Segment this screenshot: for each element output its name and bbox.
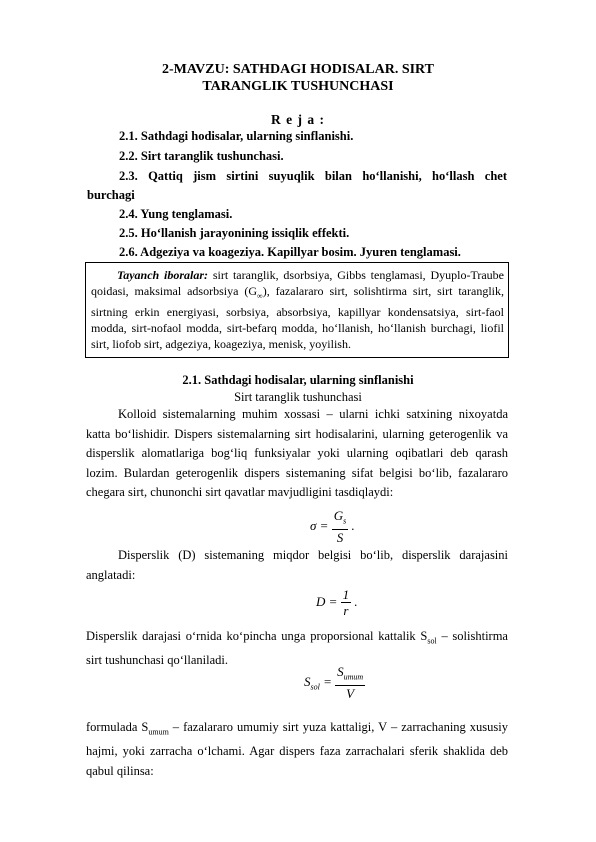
plan-item-3-cont: burchagi	[87, 188, 135, 202]
plan-heading: R e j a :	[271, 112, 325, 127]
paragraph-2-text: Disperslik (D) sistemaning miqdor belgisi bo‘lib, disperslik darajasini anglatadi:	[86, 548, 508, 582]
section-heading: 2.1. Sathdagi hodisalar, ularning sinflanishi	[182, 373, 414, 387]
plan-item-3	[87, 169, 507, 203]
title-line-1: 2-MAVZU: SATHDAGI HODISALAR. SIRT	[161, 62, 435, 77]
formula-specific-num: S	[337, 664, 344, 679]
paragraph-3	[86, 627, 508, 671]
formula-specific-den: V	[346, 685, 355, 701]
plan-item-3-word: Qattiq	[148, 169, 183, 183]
keywords-text: sirt taranglik, dsorbsiya, Gibbs tenglamasi, Dyuplo-Traube qoidasi, maksimal adsorbsiya (G	[91, 268, 504, 298]
paragraph-4	[86, 718, 508, 781]
formula-sigma	[310, 509, 355, 545]
formula-specific-eq: =	[319, 673, 332, 689]
keywords-box	[85, 262, 509, 358]
formula-specific-lhs: S	[304, 673, 311, 689]
title-line-2: TARANGLIK TUSHUNCHASI	[202, 79, 394, 94]
plan-item-3-word: ho‘llash	[432, 169, 475, 183]
formula-specific-fraction	[335, 665, 365, 701]
paragraph-4-sub: umum	[148, 727, 169, 737]
formula-sigma-den: S	[336, 529, 344, 545]
plan-item-2: 2.2. Sirt taranglik tushunchasi.	[119, 149, 284, 163]
plan-item-3-word: suyuqlik	[268, 169, 315, 183]
plan-item-3-word: 2.3.	[119, 169, 138, 183]
plan-item-1: 2.1. Sathdagi hodisalar, ularning sinflanishi.	[119, 129, 354, 143]
formula-sigma-fraction	[332, 509, 349, 545]
paragraph-3-text-a: Disperslik darajasi o‘rnida ko‘pincha unga proporsional kattalik S	[86, 629, 428, 643]
plan-item-3-line	[87, 169, 507, 184]
formula-specific-surface	[304, 665, 365, 701]
formula-sigma-tail: .	[351, 517, 355, 533]
plan-item-3-word: bilan	[324, 169, 352, 183]
section-subheading: Sirt taranglik tushunchasi	[234, 390, 362, 404]
formula-dispersity	[316, 588, 358, 618]
formula-sigma-num-sub: s	[343, 516, 347, 526]
keywords-label: Tayanch iboralar:	[117, 268, 209, 282]
paragraph-2	[86, 546, 508, 585]
formula-dispersity-num: 1	[342, 587, 350, 602]
paragraph-1-text: Kolloid sistemalarning muhim xossasi – ularni ichki satxining nixoyatda katta bo‘lishidir. Dispers sistemalarning sirt hodisalarini, ularning geterogenlik va disperslik alomatlariga bog‘liq funksiyalar yoki ularning oqibatlari deb qarash lozim. Bulardan geterogenlik dispers sistemaning sifat belgisi bo‘lib, fazalararo chegara sirt, chunonchi sirt qavatlar mavjudligini tasdiqlaydi:	[86, 407, 508, 500]
formula-sigma-lhs: σ =	[310, 517, 329, 533]
formula-dispersity-fraction	[341, 588, 352, 618]
formula-dispersity-tail: .	[354, 593, 358, 609]
paragraph-3-text-b: – solishtirma sirt tushunchasi qo‘llaniladi.	[86, 629, 508, 668]
plan-item-6: 2.6. Adgeziya va koageziya. Kapillyar bosim. Jyuren tenglamasi.	[119, 245, 461, 259]
paragraph-1	[86, 405, 508, 503]
plan-item-3-word: sirtini	[226, 169, 259, 183]
paragraph-3-sub: sol	[427, 636, 437, 646]
keywords-sub: ∞	[257, 291, 263, 301]
plan-item-3-word: jism	[193, 169, 217, 183]
plan-item-3-word: ho‘llanishi,	[362, 169, 422, 183]
formula-specific-num-sub: umum	[343, 672, 364, 682]
keywords-text-2: ), fazalararo sirt, solishtirma sirt, sirt taranglik, sirtning erkin energiyasi, sorbsiya, absorbsiya, kapillyar kondensatsiya, sirt-faol modda, sirt-nofaol modda, sirt-befarq modda, ho‘llanish, ho‘llanish burchagi, liofil sirt, liofob sirt, adgeziya, koageziya, menisk, yoyilish.	[91, 284, 505, 352]
plan-item-5: 2.5. Ho‘llanish jarayonining issiqlik effekti.	[119, 226, 350, 240]
paragraph-4-text-a: formulada S	[86, 720, 149, 734]
plan-item-3-word: chet	[484, 169, 507, 183]
formula-specific-lhs-sub: sol	[310, 682, 320, 692]
plan-item-4: 2.4. Yung tenglamasi.	[119, 207, 233, 221]
formula-dispersity-lhs: D =	[316, 593, 338, 609]
formula-sigma-num: G	[333, 508, 344, 523]
formula-dispersity-den: r	[343, 603, 349, 618]
paragraph-4-text-b: – fazalararo umumiy sirt yuza kattaligi, V – zarrachaning xususiy hajmi, yoki zarracha o‘lchami. Agar dispers faza zarrachalari sferik shaklida deb qabul qilinsa:	[86, 720, 509, 778]
